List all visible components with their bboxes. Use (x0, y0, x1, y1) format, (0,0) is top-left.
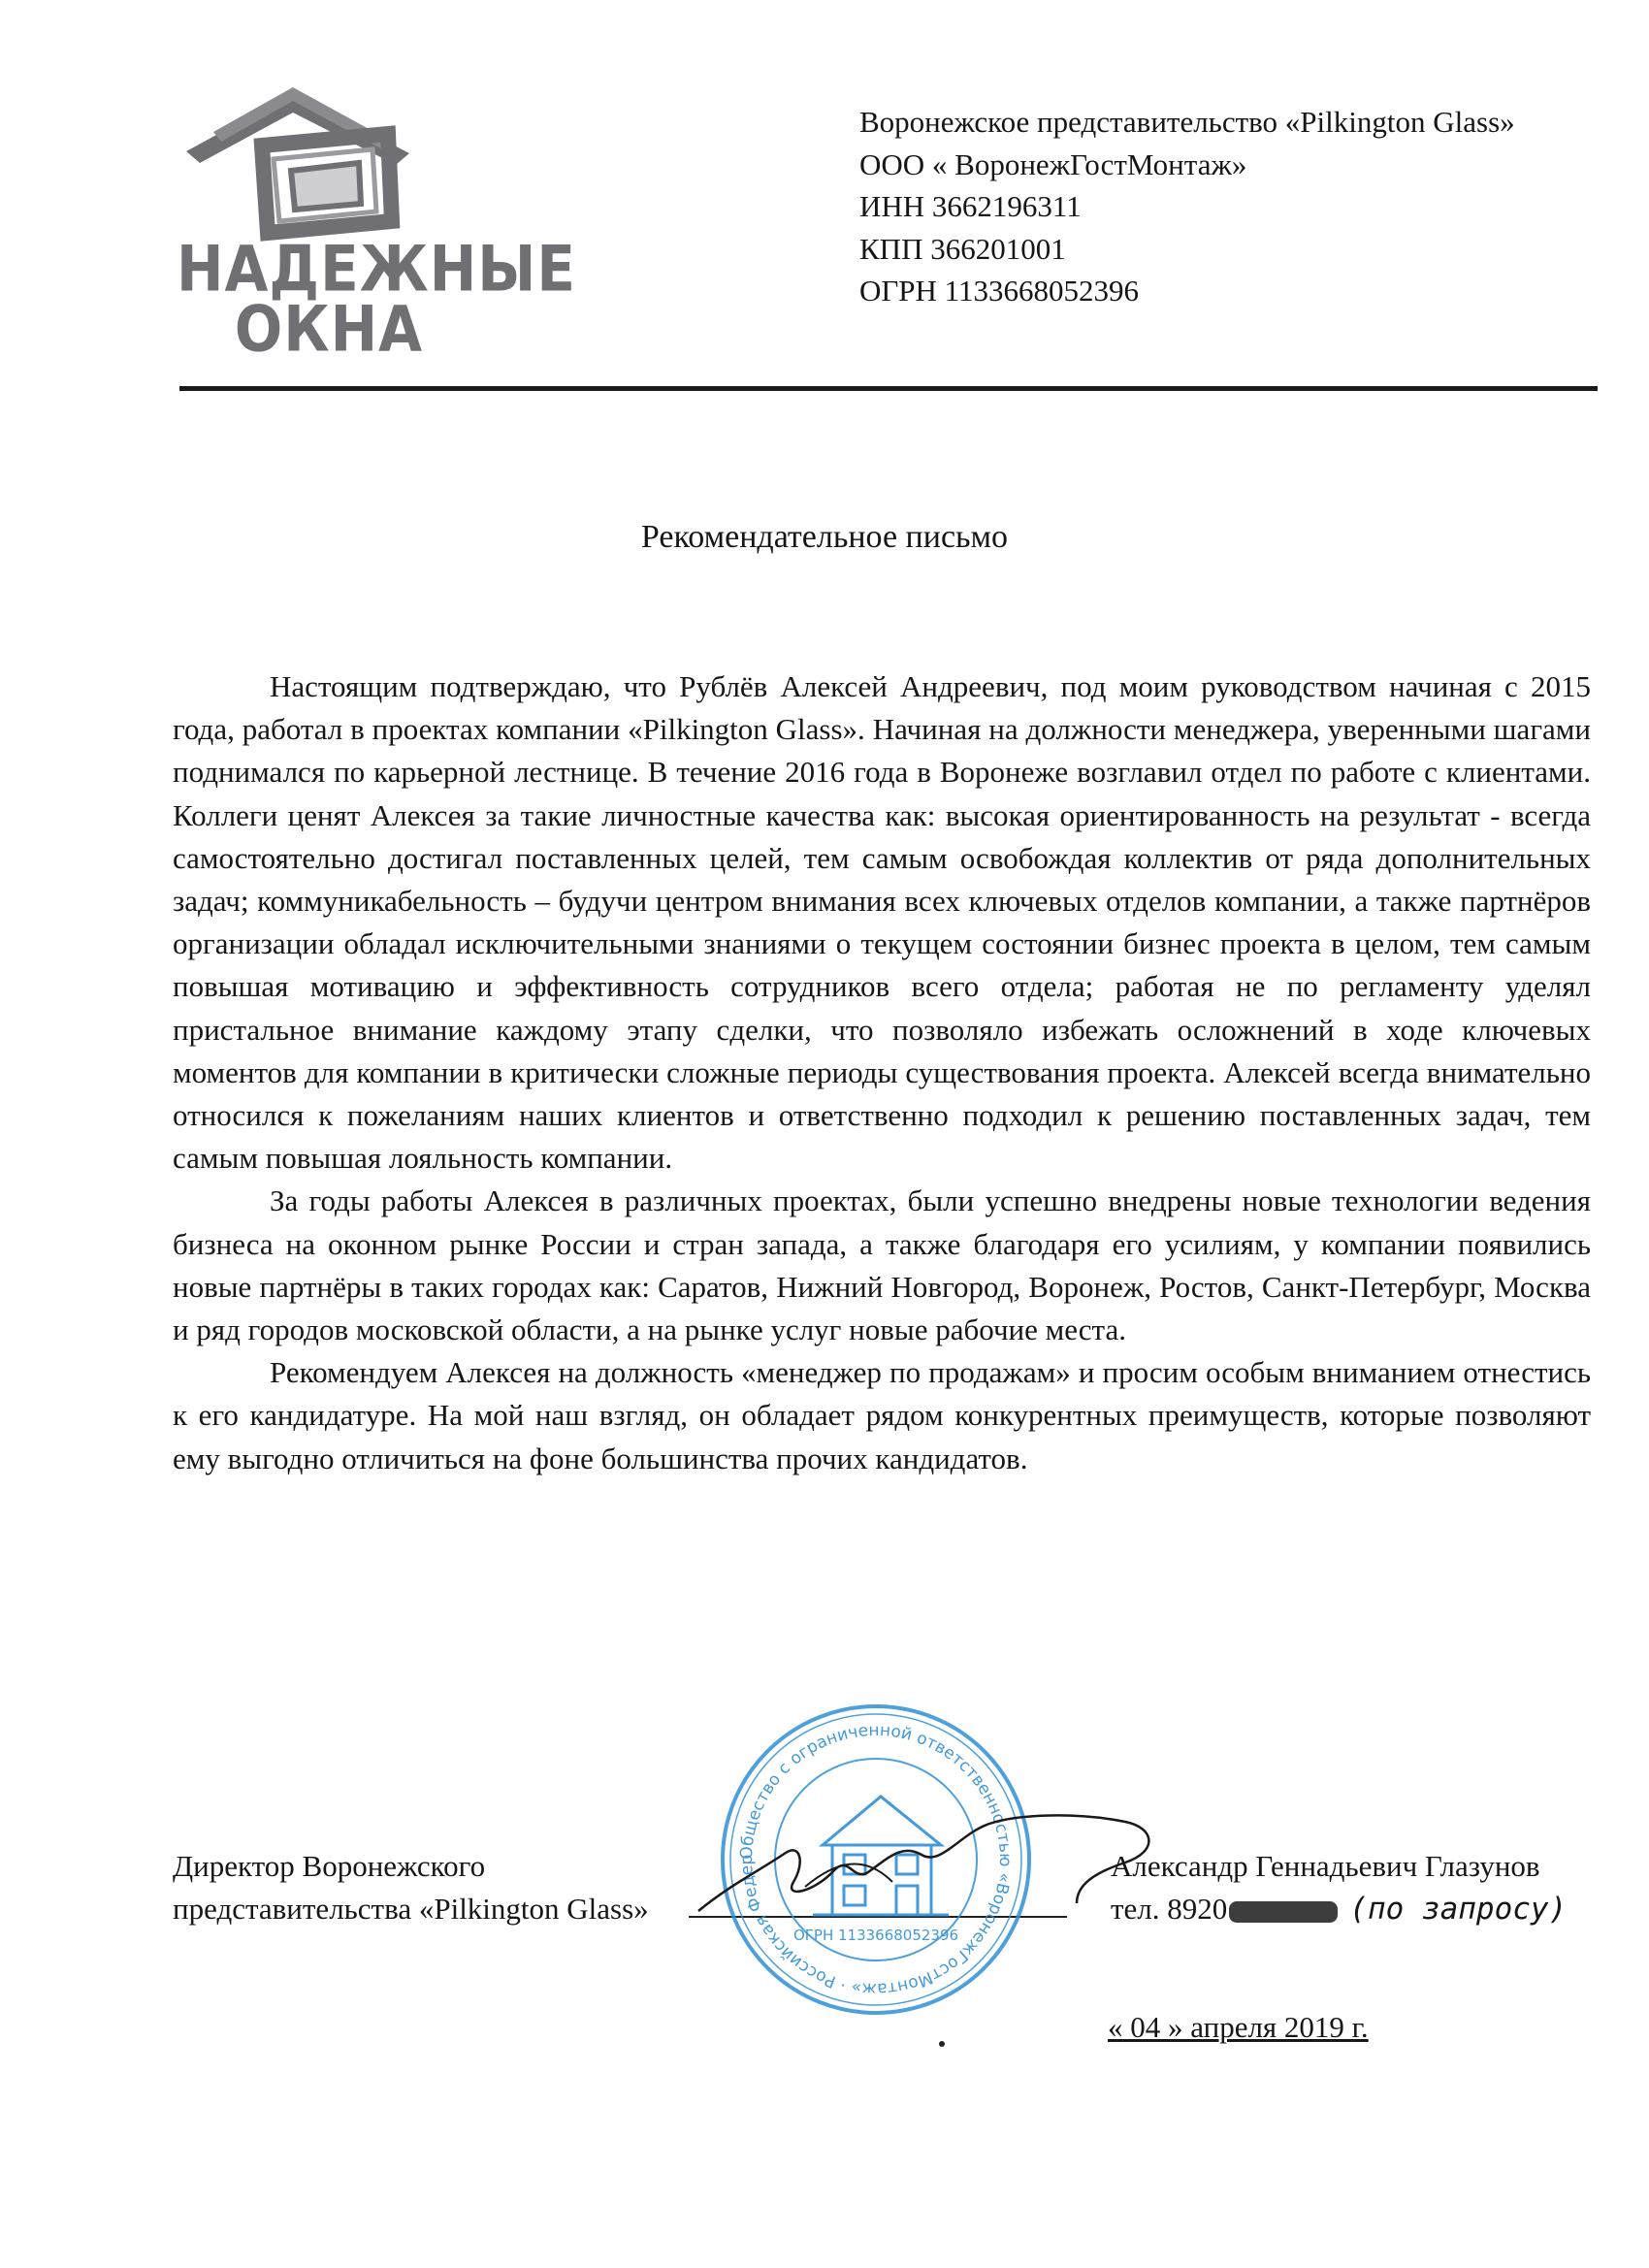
letter-date: « 04 » апреля 2019 г. (1108, 2010, 1369, 2044)
requisite-line: Воронежское представительство «Pilkington Glass» (859, 105, 1515, 139)
paragraph: Рекомендуем Алексея на должность «менеджер по продажам» и просим особым вниманием отнестись к его кандидатуре. На мой наш взгляд, он обладает рядом конкурентных преимуществ, которые позволяют ему выгодно отличиться на фоне большинства прочих кандидатов. (173, 1355, 1591, 1475)
ink-dot (939, 2041, 945, 2047)
requisite-line: ОГРН 1133668052396 (859, 274, 1140, 308)
requisite-line: ООО « ВоронежГостМонтаж» (859, 146, 1247, 181)
house-logo-icon (167, 76, 497, 245)
position-line: Директор Воронежского (173, 1849, 486, 1883)
company-requisites (859, 101, 1515, 312)
handwritten-signature (669, 1795, 1174, 1940)
stamp-ogrn: ОГРН 1133668052396 (792, 1927, 959, 1944)
document-title: Рекомендательное письмо (640, 519, 1009, 555)
phone-note: (по запросу) (1349, 1892, 1568, 1927)
paragraph: За годы работы Алексея в различных проектах, были успешно внедрены новые технологии ведения бизнеса на оконном рынке России и стран запада, а также благодаря его усилиям, у компании появились новые партнёры в таких городах как: Саратов, Нижний Новгород, Воронеж, Ростов, Санкт-Петербург, Москва и ряд городов московской области, а на рынке услуг новые рабочие места. (173, 1183, 1591, 1347)
logo-line-2: ОКНА (234, 291, 424, 367)
signer-phone (1111, 1888, 1567, 1930)
stamp-ring-text: Общество с ограниченной ответственностью «ВоронежГостМонтаж» · Российская Федер (736, 1720, 1016, 1999)
position-line: представительства «Pilkington Glass» (173, 1892, 649, 1926)
logo-line-1: НАДЕЖНЫЕ (177, 231, 576, 307)
header-divider (179, 386, 1598, 391)
phone-prefix: тел. 8920 (1111, 1892, 1228, 1926)
letter-body (173, 665, 1591, 1480)
redacted-digits (1229, 1901, 1338, 1923)
signer-name: Александр Геннадьевич Глазунов (1111, 1849, 1540, 1883)
paragraph: Настоящим подтверждаю, что Рублёв Алексей Андреевич, под моим руководством начиная с 2015 года, работал в проектах компании «Pilkington Glass». Начиная на должности менеджера, уверенными шагами поднимался по карьерной лестнице. В течение 2016 года в Воронеже возглавил отдел по работе с клиентами. Коллеги ценят Алексея за такие личностные качества как: высокая ориентированность на результат - всегда самостоятельно достигал поставленных целей, тем самым освобождая коллектив от ряда дополнительных задач; коммуникабельность – будучи центром внимания всех ключевых отделов компании, а также партнёров организации обладал исключительными знаниями о текущем состоянии бизнес проекта в целом, тем самым повышая мотивацию и эффективность сотрудников всего отдела; работая не по регламенту уделял пристальное внимание каждому этапу сделки, что позволяло избежать осложнений в ходе ключевых моментов для компании в критически сложные периоды существования проекта. Алексей всегда внимательно относился к пожеланиям наших клиентов и ответственно подходил к решению поставленных задач, тем самым повышая лояльность компании. (173, 669, 1591, 1176)
signer-position (173, 1845, 649, 1930)
signer-details (1111, 1845, 1567, 1930)
requisite-line: КПП 366201001 (859, 231, 1066, 266)
requisite-line: ИНН 3662196311 (859, 189, 1082, 223)
company-logo (167, 76, 576, 367)
